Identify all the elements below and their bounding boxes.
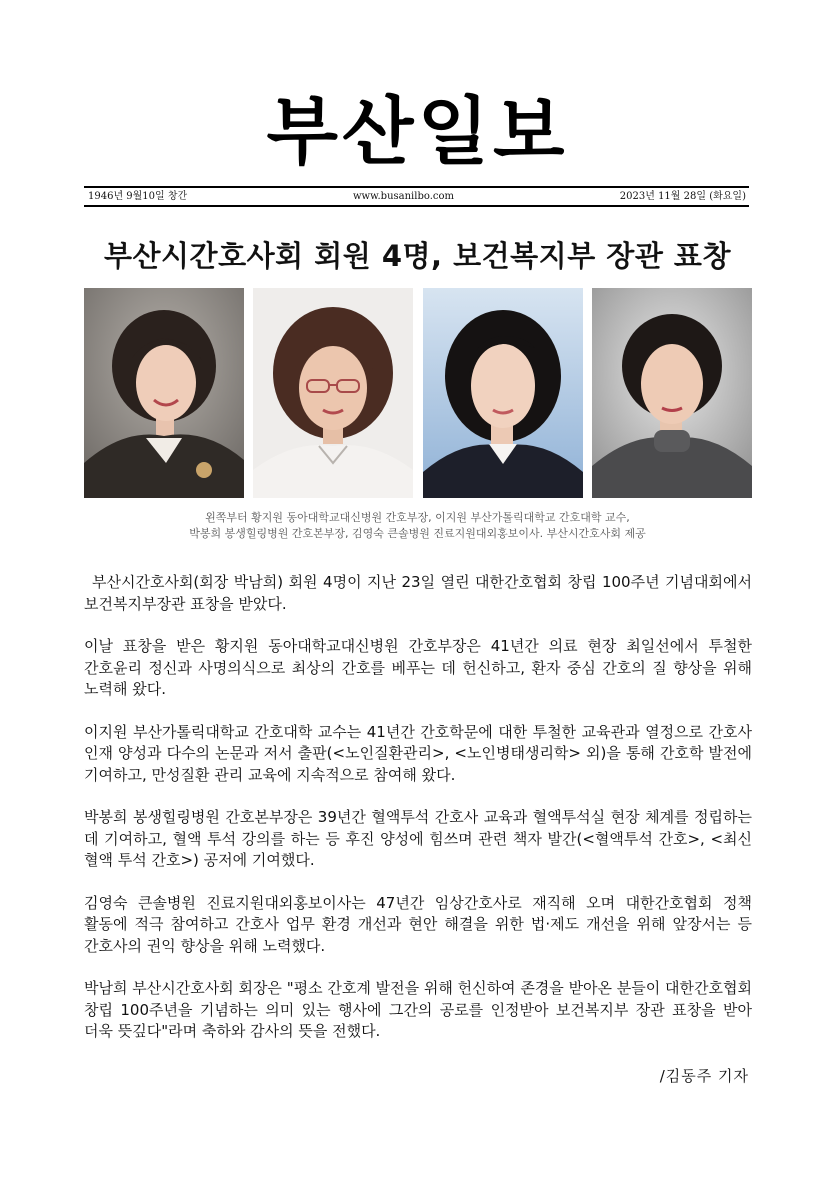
dateline [88,190,746,204]
reporter-byline: /김동주 기자 [659,1067,749,1085]
article-paragraph-4: 박봉희 봉생힐링병원 간호본부장은 39년간 혈액투석 간호사 교육과 혈액투석실 현장 체계를 정립하는 데 기여하고, 혈액 투석 강의를 하는 등 후진 양성에 힘쓰며 관련 책자 발간(<혈액투석 간호>, <최신 혈액 투석 간호>) 공저에 기여했다. [84,808,752,869]
article-paragraph-3: 이지원 부산가톨릭대학교 간호대학 교수는 41년간 간호학문에 대한 투철한 교육관과 열정으로 간호사 인재 양성과 다수의 논문과 저서 출판(<노인질환관리>, <노인병태생리학> 외)을 통해 간호학 발전에 기여하고, 만성질환 관리 교육에 지속적으로 참여해 왔다. [84,722,752,784]
article-paragraph-5: 김영숙 큰솔병원 진료지원대외홍보이사는 47년간 임상간호사로 재직해 오며 대한간호협회 정책 활동에 적극 참여하고 간호사 업무 환경 개선과 현안 해결을 위한 법·제도 개선을 위해 앞장서는 등 간호사의 권익 향상을 위해 노력했다. [84,893,752,955]
portrait-photo-4 [592,288,752,498]
article-body [84,572,752,1064]
article-paragraph-2: 이날 표창을 받은 황지원 동아대학교대신병원 간호부장은 41년간 의료 현장 최일선에서 투철한 간호윤리 정신과 사명의식으로 최상의 간호를 베푸는 데 헌신하고, 환자 중심 간호의 질 향상을 위해 노력해 왔다. [84,637,752,698]
article-paragraph-6: 박남희 부산시간호사회 회장은 "평소 간호계 발전을 위해 헌신하여 존경을 받아온 분들이 대한간호협회 창립 100주년을 기념하는 의미 있는 행사에 그간의 공로를 인정받아 보건복지부 장관 표창을 받아 더욱 뜻깊다"라며 축하와 감사의 뜻을 전했다. [84,979,752,1040]
article-paragraph-1: 부산시간호사회(회장 박남희) 회원 4명이 지난 23일 열린 대한간호협회 창립 100주년 기념대회에서 보건복지부장관 표창을 받았다. [84,573,752,613]
website-url[interactable]: www.busanilbo.com [353,191,454,202]
issue-date: 2023년 11월 28일 (화요일) [619,191,746,202]
photo-caption [0,510,835,542]
article-headline: 부산시간호사회 회원 4명, 보건복지부 장관 표창 [104,239,731,273]
masthead-title: 부산일보 [266,89,569,175]
founding-date: 1946년 9월10일 창간 [88,191,188,202]
portrait-photo-2 [253,288,413,498]
dateline-top-rule [84,186,749,188]
portrait-photo-1 [84,288,244,498]
portrait-row [84,288,752,498]
dateline-bottom-rule [84,205,749,207]
portrait-photo-3 [423,288,583,498]
caption-line-1: 왼쪽부터 황지원 동아대학교대신병원 간호부장, 이지원 부산가톨릭대학교 간호대학 교수, [205,511,630,524]
caption-line-2: 박봉희 봉생힐링병원 간호본부장, 김영숙 큰솔병원 진료지원대외홍보이사. 부산시간호사회 제공 [189,527,646,540]
